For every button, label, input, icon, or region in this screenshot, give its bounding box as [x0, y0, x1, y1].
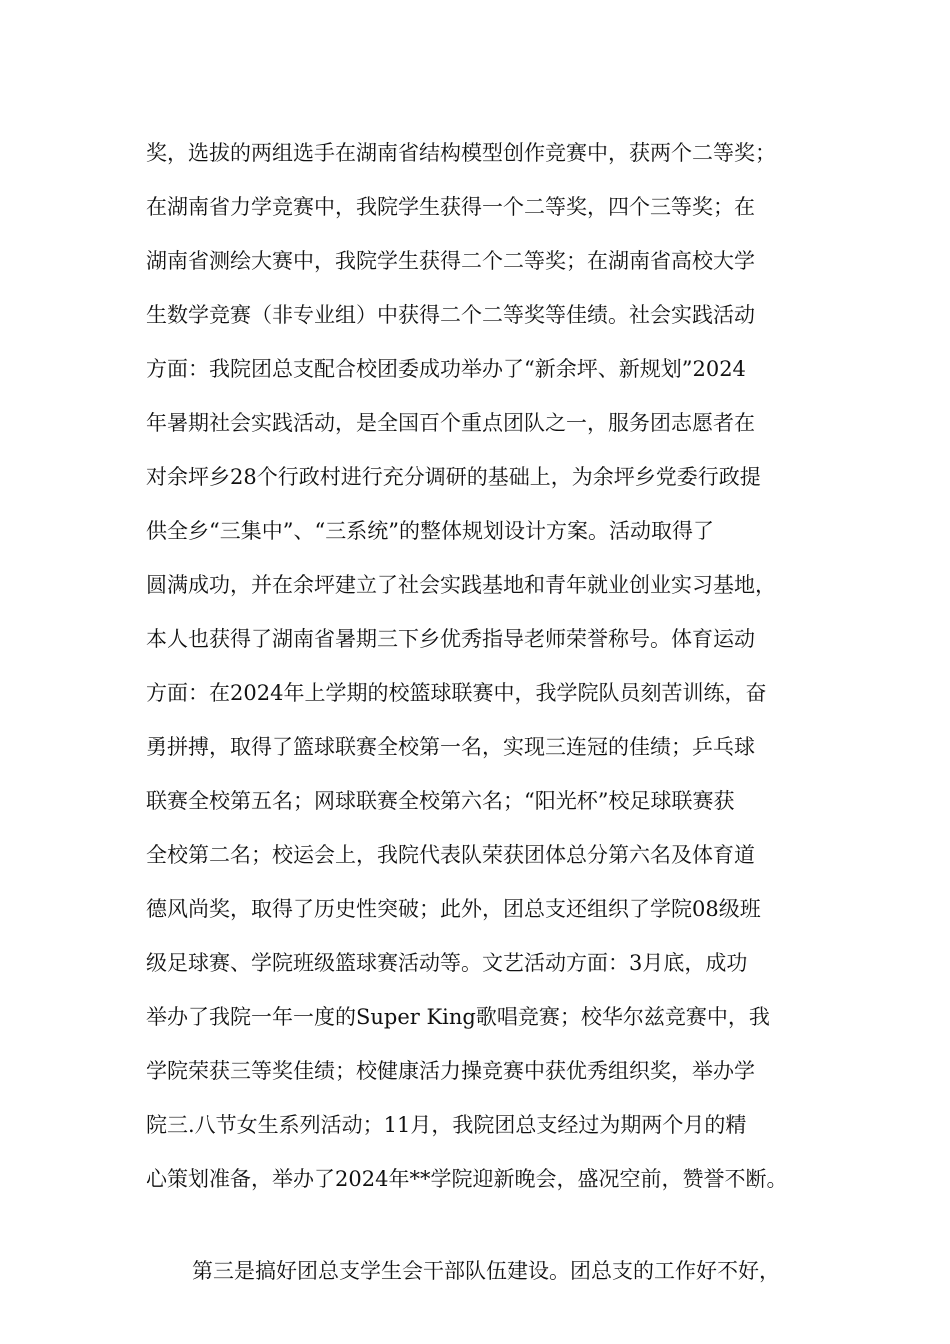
text-line: 德风尚奖，取得了历史性突破；此外，团总支还组织了学院08级班 [146, 897, 761, 921]
text-line: 勇拼搏，取得了篮球联赛全校第一名，实现三连冠的佳绩；乒乓球 [146, 735, 755, 759]
text-line: 生数学竞赛（非专业组）中获得二个二等奖等佳绩。社会实践活动 [146, 303, 755, 327]
text-line: 对余坪乡28个行政村进行充分调研的基础上，为余坪乡党委行政提 [146, 465, 761, 489]
text-line: 年暑期社会实践活动，是全国百个重点团队之一，服务团志愿者在 [146, 411, 755, 435]
text-line: 全校第二名；校运会上，我院代表队荣获团体总分第六名及体育道 [146, 843, 755, 867]
text-line: 院三.八节女生系列活动；11月，我院团总支经过为期两个月的精 [146, 1113, 747, 1137]
text-line: 第三是搞好团总支学生会干部队伍建设。团总支的工作好不好， [192, 1259, 780, 1283]
text-line: 联赛全校第五名；网球联赛全校第六名；“阳光杯”校足球联赛获 [146, 789, 735, 813]
text-line: 方面：在2024年上学期的校篮球联赛中，我学院队员刻苦训练，奋 [146, 681, 767, 705]
paragraph-gap [146, 1206, 826, 1244]
text-line: 心策划准备，举办了2024年**学院迎新晚会，盛况空前，赞誉不断。 [146, 1167, 788, 1191]
text-line: 供全乡“三集中”、“三系统”的整体规划设计方案。活动取得了 [146, 519, 714, 543]
text-line: 在湖南省力学竞赛中，我院学生获得一个二等奖，四个三等奖；在 [146, 195, 755, 219]
text-line: 圆满成功，并在余坪建立了社会实践基地和青年就业创业实习基地， [146, 573, 776, 597]
text-line: 奖，选拔的两组选手在湖南省结构模型创作竞赛中，获两个二等奖； [146, 141, 776, 165]
text-line: 学院荣获三等奖佳绩；校健康活力操竞赛中获优秀组织奖，举办学 [146, 1059, 755, 1083]
text-line: 举办了我院一年一度的Super King歌唱竞赛；校华尔兹竞赛中，我 [146, 1005, 770, 1029]
text-line: 湖南省测绘大赛中，我院学生获得二个二等奖；在湖南省高校大学 [146, 249, 755, 273]
body-text [146, 126, 826, 1298]
text-line: 本人也获得了湖南省暑期三下乡优秀指导老师荣誉称号。体育运动 [146, 627, 755, 651]
text-line: 方面：我院团总支配合校团委成功举办了“新余坪、新规划”2024 [146, 357, 746, 381]
text-line: 级足球赛、学院班级篮球赛活动等。文艺活动方面：3月底，成功 [146, 951, 748, 975]
